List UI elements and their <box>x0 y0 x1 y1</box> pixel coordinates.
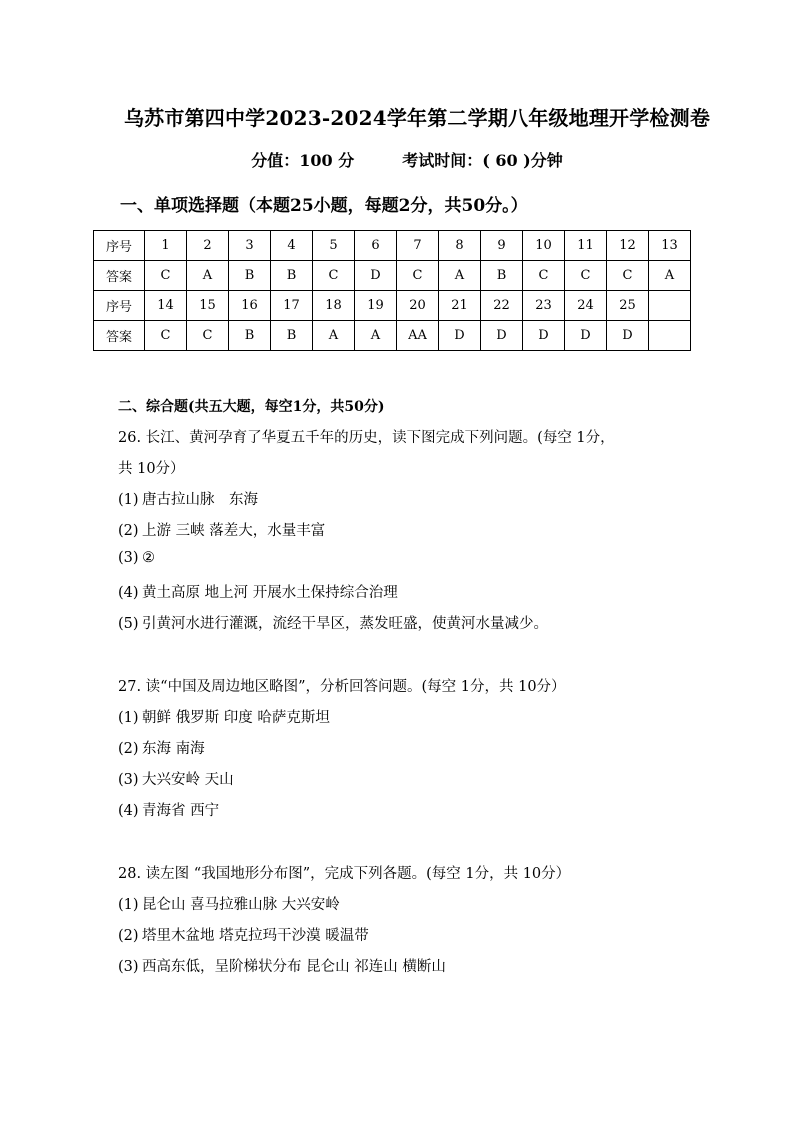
q26-answer-2 <box>118 519 325 540</box>
answer-text: 唐古拉山脉 东海 <box>142 492 258 508</box>
row-header-cell: 序号 <box>94 291 145 321</box>
answer-number: (3) <box>118 550 139 566</box>
row-header-cell: 答案 <box>94 261 145 291</box>
answer-text: 青海省 西宁 <box>142 803 220 819</box>
answer-number: (2) <box>118 523 139 539</box>
answer-table-cell: A <box>313 321 355 351</box>
answer-number: (3) <box>118 772 139 788</box>
answer-table-row <box>94 261 691 291</box>
answer-table-cell: 1 <box>145 231 187 261</box>
answer-number: (1) <box>118 492 139 508</box>
answer-table-cell: 24 <box>565 291 607 321</box>
q26-answer-5 <box>118 612 548 633</box>
answer-table-cell: B <box>271 321 313 351</box>
answer-text: 黄土高原 地上河 开展水土保持综合治理 <box>142 585 398 601</box>
q28-answer-3 <box>118 955 446 976</box>
score-label: 分值：100 分 <box>251 151 355 170</box>
answer-text: 昆仑山 喜马拉雅山脉 大兴安岭 <box>142 897 340 913</box>
q26-answer-4 <box>118 581 398 602</box>
document-title: 乌苏市第四中学2023-2024学年第二学期八年级地理开学检测卷 <box>123 106 711 130</box>
answer-table-cell: 12 <box>607 231 649 261</box>
answer-table-cell: D <box>355 261 397 291</box>
answer-table-cell: AA <box>397 321 439 351</box>
answer-text: 西高东低，呈阶梯状分布 昆仑山 祁连山 横断山 <box>142 959 446 975</box>
q27-answer-2 <box>118 737 205 758</box>
row-header-cell: 答案 <box>94 321 145 351</box>
answer-table-cell: 3 <box>229 231 271 261</box>
answer-number: (4) <box>118 585 139 601</box>
answer-table-cell: 23 <box>523 291 565 321</box>
answer-table-cell: B <box>229 321 271 351</box>
answer-text: 大兴安岭 天山 <box>142 772 234 788</box>
answer-table-cell: 16 <box>229 291 271 321</box>
q27-stem: 27. 读“中国及周边地区略图”，分析回答问题。(每空 1分，共 10分） <box>118 679 566 695</box>
row-header-cell: 序号 <box>94 231 145 261</box>
answer-text: 塔里木盆地 塔克拉玛干沙漠 暖温带 <box>142 928 369 944</box>
answer-table-cell: 6 <box>355 231 397 261</box>
q26-answer-3 <box>118 550 155 566</box>
answer-table-cell: B <box>229 261 271 291</box>
answer-table-cell: 20 <box>397 291 439 321</box>
answer-table-cell: 11 <box>565 231 607 261</box>
answer-table-cell: 9 <box>481 231 523 261</box>
answer-text: 引黄河水进行灌溉，流经干旱区，蒸发旺盛，使黄河水量减少。 <box>142 616 548 632</box>
answer-table-cell: C <box>397 261 439 291</box>
answer-table-cell: 4 <box>271 231 313 261</box>
answer-text: 东海 南海 <box>142 741 205 757</box>
answer-number: (4) <box>118 803 139 819</box>
q26-answer-1 <box>118 488 258 509</box>
answer-table-cell: A <box>439 261 481 291</box>
answer-text: 朝鲜 俄罗斯 印度 哈萨克斯坦 <box>142 710 330 726</box>
section1-title: 一、单项选择题（本题25小题，每题2分，共50分。） <box>120 196 528 216</box>
answer-table-cell: 21 <box>439 291 481 321</box>
answer-table-cell: B <box>271 261 313 291</box>
answer-table-cell: D <box>481 321 523 351</box>
answer-table-cell: 13 <box>649 231 691 261</box>
q26-stem-line1: 26. 长江、黄河孕育了华夏五千年的历史，读下图完成下列问题。(每空 1分， <box>118 430 615 446</box>
answer-table-row <box>94 321 691 351</box>
time-label: 考试时间：( 60 )分钟 <box>402 151 563 170</box>
answer-table-row <box>94 291 691 321</box>
answer-text: 上游 三峡 落差大，水量丰富 <box>142 523 326 539</box>
answer-table-cell: D <box>439 321 481 351</box>
answer-table <box>93 230 691 351</box>
answer-table-row <box>94 231 691 261</box>
answer-table-cell: A <box>649 261 691 291</box>
answer-number: (1) <box>118 897 139 913</box>
answer-table-cell: C <box>313 261 355 291</box>
section2-title: 二、综合题(共五大题，每空1分，共50分) <box>118 399 385 415</box>
answer-table-cell: C <box>145 321 187 351</box>
answer-table-cell: B <box>481 261 523 291</box>
answer-table-cell: C <box>607 261 649 291</box>
answer-table-cell: 19 <box>355 291 397 321</box>
answer-table-cell: C <box>187 321 229 351</box>
answer-table-cell <box>649 291 691 321</box>
answer-table-cell: 18 <box>313 291 355 321</box>
answer-table-cell: D <box>607 321 649 351</box>
answer-table-cell: C <box>565 261 607 291</box>
answer-table-cell: D <box>523 321 565 351</box>
answer-number: (2) <box>118 928 139 944</box>
answer-table-cell: 5 <box>313 231 355 261</box>
q28-stem: 28. 读左图 “我国地形分布图”，完成下列各题。(每空 1分，共 10分） <box>118 866 571 882</box>
answer-table-cell: 14 <box>145 291 187 321</box>
answer-table-cell: 8 <box>439 231 481 261</box>
q28-answer-2 <box>118 924 369 945</box>
exam-info <box>0 148 794 171</box>
answer-table-cell: A <box>187 261 229 291</box>
answer-table-cell: 2 <box>187 231 229 261</box>
answer-number: (5) <box>118 616 139 632</box>
answer-table-cell: D <box>565 321 607 351</box>
q27-answer-4 <box>118 799 219 820</box>
q27-answer-3 <box>118 768 234 789</box>
answer-number: (1) <box>118 710 139 726</box>
answer-table-cell: 7 <box>397 231 439 261</box>
answer-table-cell: C <box>523 261 565 291</box>
answer-table-cell: 17 <box>271 291 313 321</box>
answer-text: ② <box>142 550 155 566</box>
answer-table-cell: C <box>145 261 187 291</box>
answer-table-cell: 15 <box>187 291 229 321</box>
answer-table-cell: A <box>355 321 397 351</box>
answer-number: (2) <box>118 741 139 757</box>
q26-stem-line2: 共 10分） <box>118 461 185 477</box>
answer-table-cell: 22 <box>481 291 523 321</box>
q27-answer-1 <box>118 706 330 727</box>
answer-table-cell: 10 <box>523 231 565 261</box>
q28-answer-1 <box>118 893 340 914</box>
answer-number: (3) <box>118 959 139 975</box>
answer-table-cell <box>649 321 691 351</box>
answer-table-cell: 25 <box>607 291 649 321</box>
